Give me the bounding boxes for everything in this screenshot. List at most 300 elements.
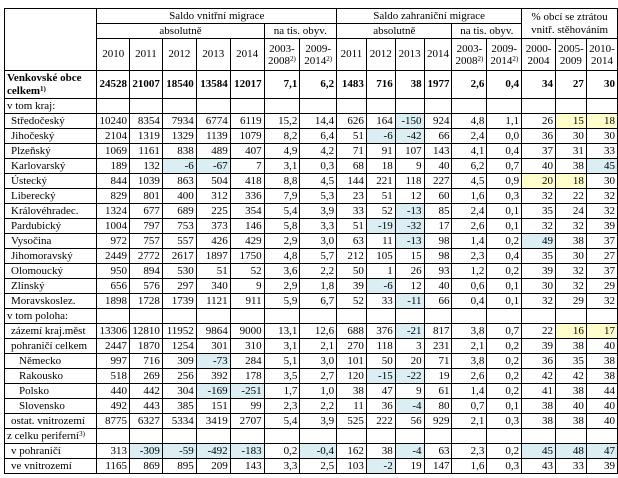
data-cell: -6 [366,279,395,294]
data-cell: 284 [230,354,264,369]
data-cell: 929 [424,414,452,429]
empty-cell [395,429,424,444]
empty-cell [337,429,367,444]
data-cell: 99 [230,399,264,414]
empty-cell [452,99,487,114]
data-cell: 2,6 [452,219,487,234]
data-cell: 716 [129,354,162,369]
data-cell: 1,4 [452,234,487,249]
empty-cell [424,99,452,114]
data-cell: 869 [129,459,162,474]
data-cell: 13,1 [264,324,300,339]
data-cell: -21 [395,324,424,339]
data-cell: 146 [230,219,264,234]
empty-cell [395,309,424,324]
empty-cell [230,99,264,114]
row-label: Slovensko [5,399,97,414]
region-row [5,174,618,189]
data-cell: 143 [424,144,452,159]
header-loss-share: % obcí se ztrátou vnitř. stěhováním [522,9,618,39]
region-row [5,294,618,309]
data-cell: 66 [424,129,452,144]
migration-table [4,8,618,474]
empty-cell [586,309,617,324]
data-cell: 12810 [129,324,162,339]
data-cell: 37 [522,144,556,159]
data-cell: 2772 [129,249,162,264]
data-cell: 0,2 [264,444,300,459]
data-cell: 8775 [97,414,130,429]
data-cell: 38 [586,369,617,384]
data-cell: 5,3 [300,189,337,204]
data-cell: 40 [555,399,586,414]
data-cell: 93 [424,264,452,279]
empty-cell [230,309,264,324]
empty-cell [522,99,556,114]
data-cell: -59 [162,444,196,459]
data-cell: 32 [555,279,586,294]
data-cell: 3,9 [300,414,337,429]
data-cell: 997 [97,354,130,369]
data-cell: 12,6 [300,324,337,339]
data-cell: 2,3 [452,249,487,264]
data-cell: 212 [337,249,367,264]
data-cell: 40 [586,414,617,429]
empty-cell [555,429,586,444]
data-cell: 2,4 [452,204,487,219]
data-cell: 39 [522,339,556,354]
data-cell: 15 [555,114,586,129]
header-internal-migration: Saldo vnitřní migrace [97,9,337,24]
data-cell: 26 [395,264,424,279]
data-cell: 1121 [196,294,230,309]
data-cell: -6 [162,159,196,174]
data-cell: 525 [337,414,367,429]
row-label: Jihočeský [5,129,97,144]
data-cell: 12 [395,279,424,294]
data-cell: 656 [97,279,130,294]
data-cell: 63 [337,234,367,249]
data-cell: 44 [586,384,617,399]
data-cell: 36 [366,399,395,414]
data-cell: 0,1 [487,294,522,309]
data-cell: 52 [337,294,367,309]
row-label: Zlínský [5,279,97,294]
data-cell: 9 [230,279,264,294]
data-cell: 1165 [97,459,130,474]
data-cell: 37 [586,234,617,249]
data-cell: 11952 [162,324,196,339]
data-cell: 3419 [196,414,230,429]
empty-cell [129,309,162,324]
migration-table-container [4,8,618,474]
data-cell: 753 [162,219,196,234]
data-cell: 3,3 [300,219,337,234]
data-cell: 32 [555,219,586,234]
data-cell: 6327 [129,414,162,429]
total-row [5,71,618,99]
data-cell: 20 [395,354,424,369]
row-label: Plzeňský [5,144,97,159]
data-cell: 1004 [97,219,130,234]
data-cell: 91 [366,144,395,159]
data-cell: 8,2 [264,129,300,144]
data-cell: 32 [586,189,617,204]
data-cell: 38 [555,384,586,399]
data-cell: 37 [586,264,617,279]
data-cell: 118 [395,174,424,189]
data-cell: 3,1 [264,159,300,174]
data-cell: 147 [424,459,452,474]
data-cell: 22 [555,189,586,204]
data-cell: 3,0 [300,354,337,369]
header-year-foreign-2013: 2013 [395,39,424,71]
data-cell: 9864 [196,324,230,339]
data-cell: 38 [555,234,586,249]
data-cell: 5,4 [264,414,300,429]
region-row [5,264,618,279]
data-cell: 392 [196,369,230,384]
data-cell: 30 [522,279,556,294]
empty-cell [264,99,300,114]
empty-cell [522,429,556,444]
header-period-foreign-2: 2009- 2014$^{2)}$ [487,39,522,71]
data-cell: -11 [395,294,424,309]
data-cell: 143 [230,459,264,474]
data-cell: 98 [424,249,452,264]
row-label: Jihomoravský [5,249,97,264]
data-cell: 20 [522,174,556,189]
data-cell: 297 [162,279,196,294]
data-cell: 14,4 [300,114,337,129]
data-cell: 51 [366,189,395,204]
empty-cell [366,99,395,114]
row-label: ve vnitrozemí [5,459,97,474]
data-cell: -4 [395,444,424,459]
empty-cell [337,309,367,324]
data-cell: 11 [337,399,367,414]
header-per-thousand-internal: na tis. obyv. [264,24,336,39]
data-cell: 178 [230,369,264,384]
data-cell: 2,1 [300,339,337,354]
header-row-1 [5,9,618,24]
data-cell: 2,6 [452,71,487,99]
row-label: Vysočina [5,234,97,249]
data-cell: 3,6 [264,264,300,279]
data-cell: 30 [586,174,617,189]
data-cell: 1319 [129,129,162,144]
data-cell: 1161 [129,144,162,159]
data-cell: 1897 [196,249,230,264]
data-cell: 40 [424,279,452,294]
data-cell: -6 [366,129,395,144]
data-cell: 373 [196,219,230,234]
data-cell: 15 [395,249,424,264]
position-row [5,354,618,369]
data-cell: 30 [586,71,617,99]
data-cell: -150 [395,114,424,129]
row-label: zázemí kraj.měst [5,324,97,339]
data-cell: 34 [522,71,556,99]
data-cell: 489 [196,144,230,159]
data-cell: 222 [366,414,395,429]
data-cell: 164 [366,114,395,129]
data-cell: 407 [230,144,264,159]
empty-cell [487,99,522,114]
data-cell: 227 [424,174,452,189]
periphery-row [5,459,618,474]
region-row [5,204,618,219]
region-row [5,189,618,204]
data-cell: 0,1 [487,399,522,414]
empty-cell [452,309,487,324]
data-cell: 518 [97,369,130,384]
data-cell: 38 [555,339,586,354]
data-cell: 1728 [129,294,162,309]
data-cell: 47 [366,384,395,399]
empty-cell [452,429,487,444]
data-cell: 29 [586,279,617,294]
empty-cell [162,309,196,324]
data-cell: -67 [196,159,230,174]
data-cell: 0,2 [487,234,522,249]
data-cell: 56 [395,414,424,429]
data-cell: 30 [555,129,586,144]
data-cell: 5,8 [264,219,300,234]
data-cell: 5,7 [300,249,337,264]
data-cell: 0,7 [487,159,522,174]
header-year-foreign-2011: 2011 [337,39,367,71]
data-cell: 31 [555,144,586,159]
data-cell: 38 [522,399,556,414]
data-cell: 3,8 [452,324,487,339]
data-cell: 626 [337,114,367,129]
data-cell: 50 [337,264,367,279]
data-cell: 66 [424,294,452,309]
data-cell: 52 [230,264,264,279]
data-cell: 162 [337,444,367,459]
empty-cell [300,99,337,114]
data-cell: 225 [196,204,230,219]
row-label: Německo [5,354,97,369]
data-cell: 2447 [97,339,130,354]
data-cell: -32 [395,219,424,234]
data-cell: 757 [129,234,162,249]
data-cell: 0,2 [487,354,522,369]
data-cell: 107 [395,144,424,159]
data-cell: 1039 [129,174,162,189]
data-cell: 0,3 [487,414,522,429]
data-cell: 0,1 [487,279,522,294]
data-cell: 32 [522,294,556,309]
data-cell: 0,3 [487,459,522,474]
data-cell: 2707 [230,414,264,429]
data-cell: 0,2 [487,384,522,399]
row-label: Středočeský [5,114,97,129]
data-cell: 35 [522,249,556,264]
data-cell: 47 [586,444,617,459]
data-cell: 105 [366,249,395,264]
header-year-internal-2014: 2014 [230,39,264,71]
header-year-internal-2010: 2010 [97,39,130,71]
empty-cell [97,309,130,324]
data-cell: 27 [586,249,617,264]
data-cell: 221 [366,174,395,189]
data-cell: 1898 [97,294,130,309]
data-cell: 1750 [230,249,264,264]
empty-cell [196,309,230,324]
row-label: pohraničí celkem [5,339,97,354]
data-cell: 118 [366,339,395,354]
data-cell: 51 [337,219,367,234]
data-cell: 35 [522,204,556,219]
header-absolute-foreign: absolutně [337,24,452,39]
data-cell: 4,8 [452,114,487,129]
data-cell: 12017 [230,71,264,99]
data-cell: 1329 [162,129,196,144]
data-cell: 256 [162,369,196,384]
data-cell: 1079 [230,129,264,144]
data-cell: 4,1 [452,144,487,159]
data-cell: 0,2 [487,369,522,384]
row-label: Pardubický [5,219,97,234]
data-cell: 2,1 [452,339,487,354]
data-cell: -73 [196,354,230,369]
data-cell: 10240 [97,114,130,129]
data-cell: 11 [366,234,395,249]
empty-cell [366,429,395,444]
row-label: v pohraničí [5,444,97,459]
data-cell: 2104 [97,129,130,144]
empty-cell [424,309,452,324]
data-cell: 576 [129,279,162,294]
data-cell: 4,5 [300,174,337,189]
data-cell: 39 [337,279,367,294]
data-cell: 32 [522,219,556,234]
data-cell: 5,4 [264,204,300,219]
data-cell: -251 [230,384,264,399]
data-cell: 32 [586,294,617,309]
data-cell: 32 [586,204,617,219]
empty-cell [586,429,617,444]
data-cell: 950 [97,264,130,279]
data-cell: 2,5 [300,459,337,474]
data-cell: 9000 [230,324,264,339]
data-cell: 71 [424,354,452,369]
data-cell: 33 [337,204,367,219]
header-year-internal-2013: 2013 [196,39,230,71]
data-cell: 49 [522,234,556,249]
data-cell: 0,3 [487,189,522,204]
row-label: Moravskoslez. [5,294,97,309]
data-cell: 924 [424,114,452,129]
region-row [5,234,618,249]
data-cell: 40 [586,339,617,354]
data-cell: 1069 [97,144,130,159]
position-row [5,399,618,414]
data-cell: 817 [424,324,452,339]
data-cell: 43 [522,459,556,474]
data-cell: 38 [522,414,556,429]
data-cell: 385 [162,399,196,414]
data-cell: 36 [522,129,556,144]
data-cell: 40 [424,159,452,174]
data-cell: 1,0 [300,384,337,399]
data-cell: 21007 [129,71,162,99]
data-cell: 189 [97,159,130,174]
data-cell: 5,9 [264,294,300,309]
data-cell: 426 [196,234,230,249]
empty-cell [487,429,522,444]
data-cell: 18 [555,174,586,189]
data-cell: 313 [97,444,130,459]
data-cell: 429 [230,234,264,249]
empty-cell [555,309,586,324]
region-row [5,159,618,174]
position-row [5,339,618,354]
region-row [5,279,618,294]
region-row [5,114,618,129]
data-cell: -15 [366,369,395,384]
data-cell: 1977 [424,71,452,99]
data-cell: 557 [162,234,196,249]
data-cell: 354 [230,204,264,219]
row-label: Karlovarský [5,159,97,174]
data-cell: 336 [230,189,264,204]
data-cell: 6,4 [300,129,337,144]
data-cell: 1,2 [452,264,487,279]
data-cell: 0,4 [452,294,487,309]
row-label: z celku periferní$^{3)}$ [5,429,97,444]
data-cell: 443 [129,399,162,414]
row-label: Rakousko [5,369,97,384]
header-per-thousand-foreign: na tis. obyv. [452,24,522,39]
data-cell: 0,6 [452,279,487,294]
data-cell: 1254 [162,339,196,354]
data-cell: 39 [586,459,617,474]
section-row-periphery [5,429,618,444]
data-cell: -13 [395,204,424,219]
data-cell: 1139 [196,129,230,144]
data-cell: 3,1 [264,339,300,354]
data-cell: 972 [97,234,130,249]
data-cell: 2,2 [300,264,337,279]
data-cell: 45 [522,444,556,459]
data-cell: 376 [366,324,395,339]
data-cell: 340 [196,279,230,294]
data-cell: 301 [196,339,230,354]
empty-cell [487,309,522,324]
data-cell: 8,8 [264,174,300,189]
data-cell: -492 [196,444,230,459]
data-cell: 6,2 [300,71,337,99]
empty-cell [395,99,424,114]
data-cell: 2,6 [452,369,487,384]
data-cell: 30 [555,249,586,264]
data-cell: 6,7 [300,294,337,309]
data-cell: 1,8 [300,279,337,294]
header-foreign-migration: Saldo zahraniční migrace [337,9,522,24]
empty-cell [230,429,264,444]
data-cell: 42 [555,369,586,384]
header-year-internal-2012: 2012 [162,39,196,71]
data-cell: 144 [337,174,367,189]
data-cell: 4,8 [264,249,300,264]
data-cell: 5334 [162,414,196,429]
data-cell: 38 [555,159,586,174]
empty-cell [97,429,130,444]
data-cell: 0,4 [487,144,522,159]
